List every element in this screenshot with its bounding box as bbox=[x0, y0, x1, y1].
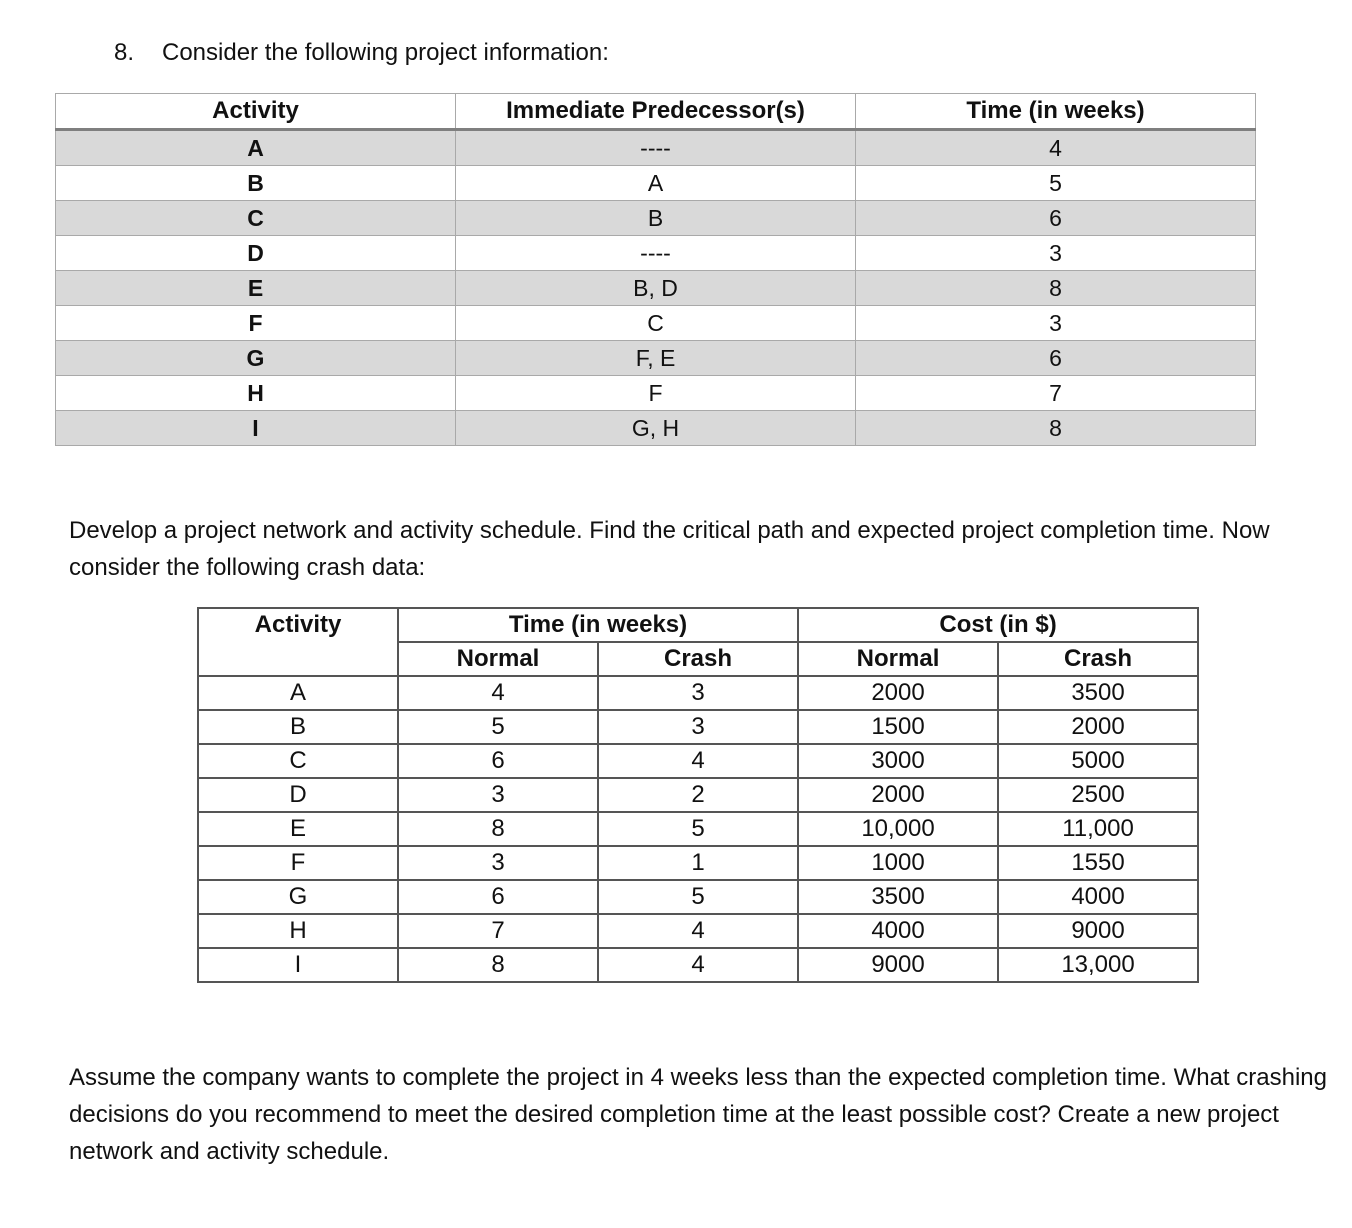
time-normal-cell: 8 bbox=[398, 948, 598, 982]
crash-subheader-time-normal: Normal bbox=[398, 642, 598, 676]
cost-normal-cell: 3000 bbox=[798, 744, 998, 778]
table-row bbox=[198, 880, 1198, 914]
time-crash-cell: 2 bbox=[598, 778, 798, 812]
time-cell: 5 bbox=[856, 166, 1256, 201]
table-row bbox=[198, 710, 1198, 744]
time-crash-cell: 5 bbox=[598, 880, 798, 914]
time-normal-cell: 5 bbox=[398, 710, 598, 744]
predecessor-cell: F, E bbox=[456, 341, 856, 376]
time-normal-cell: 4 bbox=[398, 676, 598, 710]
table-row bbox=[198, 744, 1198, 778]
predecessor-cell: B, D bbox=[456, 271, 856, 306]
predecessor-cell: C bbox=[456, 306, 856, 341]
time-crash-cell: 1 bbox=[598, 846, 798, 880]
table-row bbox=[198, 846, 1198, 880]
cost-normal-cell: 1500 bbox=[798, 710, 998, 744]
activity-cell: B bbox=[56, 166, 456, 201]
time-normal-cell: 3 bbox=[398, 846, 598, 880]
question-heading bbox=[114, 36, 609, 70]
crash-header-time: Time (in weeks) bbox=[398, 608, 798, 642]
instruction-paragraph-1: Develop a project network and activity schedule. Find the critical path and expected project completion time. Now consider the following crash data: bbox=[69, 517, 1270, 581]
header-activity: Activity bbox=[56, 94, 456, 130]
cost-crash-cell: 13,000 bbox=[998, 948, 1198, 982]
predecessor-cell: F bbox=[456, 376, 856, 411]
table-row bbox=[198, 778, 1198, 812]
table-row bbox=[56, 411, 1256, 446]
time-cell: 8 bbox=[856, 411, 1256, 446]
table-row bbox=[56, 201, 1256, 236]
predecessor-cell: ---- bbox=[456, 236, 856, 271]
table-row bbox=[56, 130, 1256, 166]
predecessor-cell: ---- bbox=[456, 130, 856, 166]
time-crash-cell: 4 bbox=[598, 744, 798, 778]
activity-cell: G bbox=[198, 880, 398, 914]
time-normal-cell: 6 bbox=[398, 744, 598, 778]
activity-cell: I bbox=[56, 411, 456, 446]
cost-crash-cell: 9000 bbox=[998, 914, 1198, 948]
instruction-paragraph-2: Assume the company wants to complete the project in 4 weeks less than the expected completion time. What crashing decisions do you recommend to meet the desired completion time at the least possible cost? Create a new project network and activity schedule. bbox=[69, 1064, 1327, 1165]
time-cell: 6 bbox=[856, 201, 1256, 236]
crash-header-cost: Cost (in $) bbox=[798, 608, 1198, 642]
activity-cell: D bbox=[198, 778, 398, 812]
table-row bbox=[56, 306, 1256, 341]
activity-cell: H bbox=[56, 376, 456, 411]
cost-crash-cell: 4000 bbox=[998, 880, 1198, 914]
activity-cell: B bbox=[198, 710, 398, 744]
time-crash-cell: 5 bbox=[598, 812, 798, 846]
time-normal-cell: 3 bbox=[398, 778, 598, 812]
cost-crash-cell: 5000 bbox=[998, 744, 1198, 778]
activity-cell: C bbox=[56, 201, 456, 236]
time-crash-cell: 4 bbox=[598, 914, 798, 948]
time-cell: 4 bbox=[856, 130, 1256, 166]
table-row bbox=[198, 948, 1198, 982]
predecessor-cell: A bbox=[456, 166, 856, 201]
activity-cell: F bbox=[56, 306, 456, 341]
activity-cell: E bbox=[198, 812, 398, 846]
activity-cell: F bbox=[198, 846, 398, 880]
table-row bbox=[198, 914, 1198, 948]
activity-cell: C bbox=[198, 744, 398, 778]
activity-cell: E bbox=[56, 271, 456, 306]
crash-subheader-time-crash: Crash bbox=[598, 642, 798, 676]
time-cell: 3 bbox=[856, 306, 1256, 341]
crash-header-row-1 bbox=[198, 608, 1198, 642]
table-row bbox=[198, 812, 1198, 846]
cost-crash-cell: 2500 bbox=[998, 778, 1198, 812]
header-time: Time (in weeks) bbox=[856, 94, 1256, 130]
cost-normal-cell: 4000 bbox=[798, 914, 998, 948]
activity-cell: I bbox=[198, 948, 398, 982]
cost-normal-cell: 2000 bbox=[798, 778, 998, 812]
activity-cell: D bbox=[56, 236, 456, 271]
cost-normal-cell: 10,000 bbox=[798, 812, 998, 846]
question-number: 8. bbox=[114, 39, 135, 66]
time-cell: 3 bbox=[856, 236, 1256, 271]
cost-normal-cell: 9000 bbox=[798, 948, 998, 982]
project-info-table bbox=[55, 93, 1256, 446]
time-normal-cell: 6 bbox=[398, 880, 598, 914]
time-cell: 6 bbox=[856, 341, 1256, 376]
table-row bbox=[56, 236, 1256, 271]
time-normal-cell: 7 bbox=[398, 914, 598, 948]
predecessor-cell: G, H bbox=[456, 411, 856, 446]
activity-cell: H bbox=[198, 914, 398, 948]
crash-data-table bbox=[197, 607, 1199, 983]
cost-crash-cell: 1550 bbox=[998, 846, 1198, 880]
project-info-header-row bbox=[56, 94, 1256, 130]
predecessor-cell: B bbox=[456, 201, 856, 236]
activity-cell: A bbox=[198, 676, 398, 710]
header-predecessors: Immediate Predecessor(s) bbox=[456, 94, 856, 130]
cost-crash-cell: 2000 bbox=[998, 710, 1198, 744]
crash-subheader-cost-normal: Normal bbox=[798, 642, 998, 676]
table-row bbox=[198, 676, 1198, 710]
cost-normal-cell: 3500 bbox=[798, 880, 998, 914]
cost-normal-cell: 1000 bbox=[798, 846, 998, 880]
cost-crash-cell: 11,000 bbox=[998, 812, 1198, 846]
time-cell: 8 bbox=[856, 271, 1256, 306]
activity-cell: G bbox=[56, 341, 456, 376]
table-row bbox=[56, 341, 1256, 376]
time-crash-cell: 3 bbox=[598, 676, 798, 710]
cost-normal-cell: 2000 bbox=[798, 676, 998, 710]
table-row bbox=[56, 376, 1256, 411]
table-row bbox=[56, 166, 1256, 201]
question-intro: Consider the following project information: bbox=[162, 39, 609, 66]
table-row bbox=[56, 271, 1256, 306]
time-cell: 7 bbox=[856, 376, 1256, 411]
time-crash-cell: 3 bbox=[598, 710, 798, 744]
activity-cell: A bbox=[56, 130, 456, 166]
crash-header-activity: Activity bbox=[198, 608, 398, 676]
time-normal-cell: 8 bbox=[398, 812, 598, 846]
cost-crash-cell: 3500 bbox=[998, 676, 1198, 710]
crash-subheader-cost-crash: Crash bbox=[998, 642, 1198, 676]
time-crash-cell: 4 bbox=[598, 948, 798, 982]
